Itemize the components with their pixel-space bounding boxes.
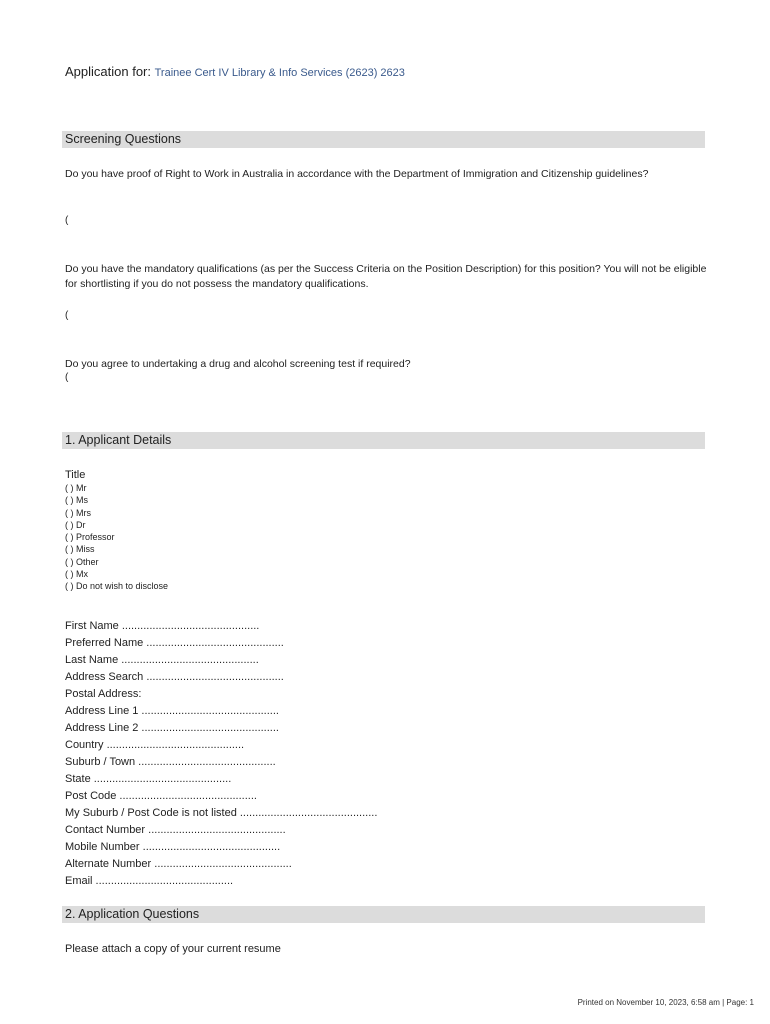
title-option-mrs[interactable]: ( ) Mrs xyxy=(65,507,91,518)
application-label: Application for: xyxy=(65,64,151,79)
email-field[interactable]: Email ............................................. xyxy=(65,875,234,887)
screening-questions-header: Screening Questions xyxy=(62,131,705,148)
last-name-field[interactable]: Last Name ............................................. xyxy=(65,654,259,666)
postal-address-label: Postal Address: xyxy=(65,688,142,700)
mobile-number-field[interactable]: Mobile Number ............................................. xyxy=(65,841,281,853)
state-field[interactable]: State ............................................. xyxy=(65,773,232,785)
position-name: Trainee Cert IV Library & Info Services (2623) 2623 xyxy=(154,67,405,79)
screening-answer-1[interactable]: ( xyxy=(65,215,69,226)
title-option-other[interactable]: ( ) Other xyxy=(65,556,99,567)
title-option-mx[interactable]: ( ) Mx xyxy=(65,569,88,580)
address-search-field[interactable]: Address Search ............................................. xyxy=(65,671,284,683)
title-option-mr[interactable]: ( ) Mr xyxy=(65,483,87,493)
address-line-1-field[interactable]: Address Line 1 ............................................. xyxy=(65,705,279,717)
contact-number-field[interactable]: Contact Number ............................................. xyxy=(65,824,286,836)
title-option-professor[interactable]: ( ) Professor xyxy=(65,532,115,543)
address-line-2-field[interactable]: Address Line 2 ............................................. xyxy=(65,722,279,734)
screening-answer-3[interactable]: ( xyxy=(65,372,69,383)
suburb-not-listed-field[interactable]: My Suburb / Post Code is not listed ............................................. xyxy=(65,807,378,819)
country-field[interactable]: Country ............................................. xyxy=(65,739,245,751)
first-name-field[interactable]: First Name ............................................. xyxy=(65,620,260,632)
preferred-name-field[interactable]: Preferred Name ............................................. xyxy=(65,637,284,649)
screening-question-1: Do you have proof of Right to Work in Australia in accordance with the Department of Immigration and Citizenship guidelines? xyxy=(65,168,649,180)
applicant-details-header: 1. Applicant Details xyxy=(62,432,705,449)
post-code-field[interactable]: Post Code ............................................. xyxy=(65,790,257,802)
application-questions-header: 2. Application Questions xyxy=(62,906,705,923)
screening-question-2: Do you have the mandatory qualifications (as per the Success Criteria on the Position Description) for this position? You will not be eligible for shortlisting if you do not possess the mandatory qualifications. xyxy=(65,263,707,290)
title-label: Title xyxy=(65,469,86,481)
suburb-town-field[interactable]: Suburb / Town ............................................. xyxy=(65,756,276,768)
title-options xyxy=(65,482,168,593)
screening-question-3: Do you agree to undertaking a drug and alcohol screening test if required? xyxy=(65,358,411,370)
resume-prompt: Please attach a copy of your current resume xyxy=(65,943,281,955)
title-option-miss[interactable]: ( ) Miss xyxy=(65,544,95,555)
alternate-number-field[interactable]: Alternate Number ............................................. xyxy=(65,858,292,870)
print-footer: Printed on November 10, 2023, 6:58 am | Page: 1 xyxy=(577,998,754,1007)
application-title xyxy=(65,64,405,79)
screening-answer-2[interactable]: ( xyxy=(65,310,69,321)
title-option-ms[interactable]: ( ) Ms xyxy=(65,495,88,506)
title-option-not-disclose[interactable]: ( ) Do not wish to disclose xyxy=(65,581,169,592)
applicant-fields xyxy=(65,618,377,890)
title-option-dr[interactable]: ( ) Dr xyxy=(65,519,86,530)
